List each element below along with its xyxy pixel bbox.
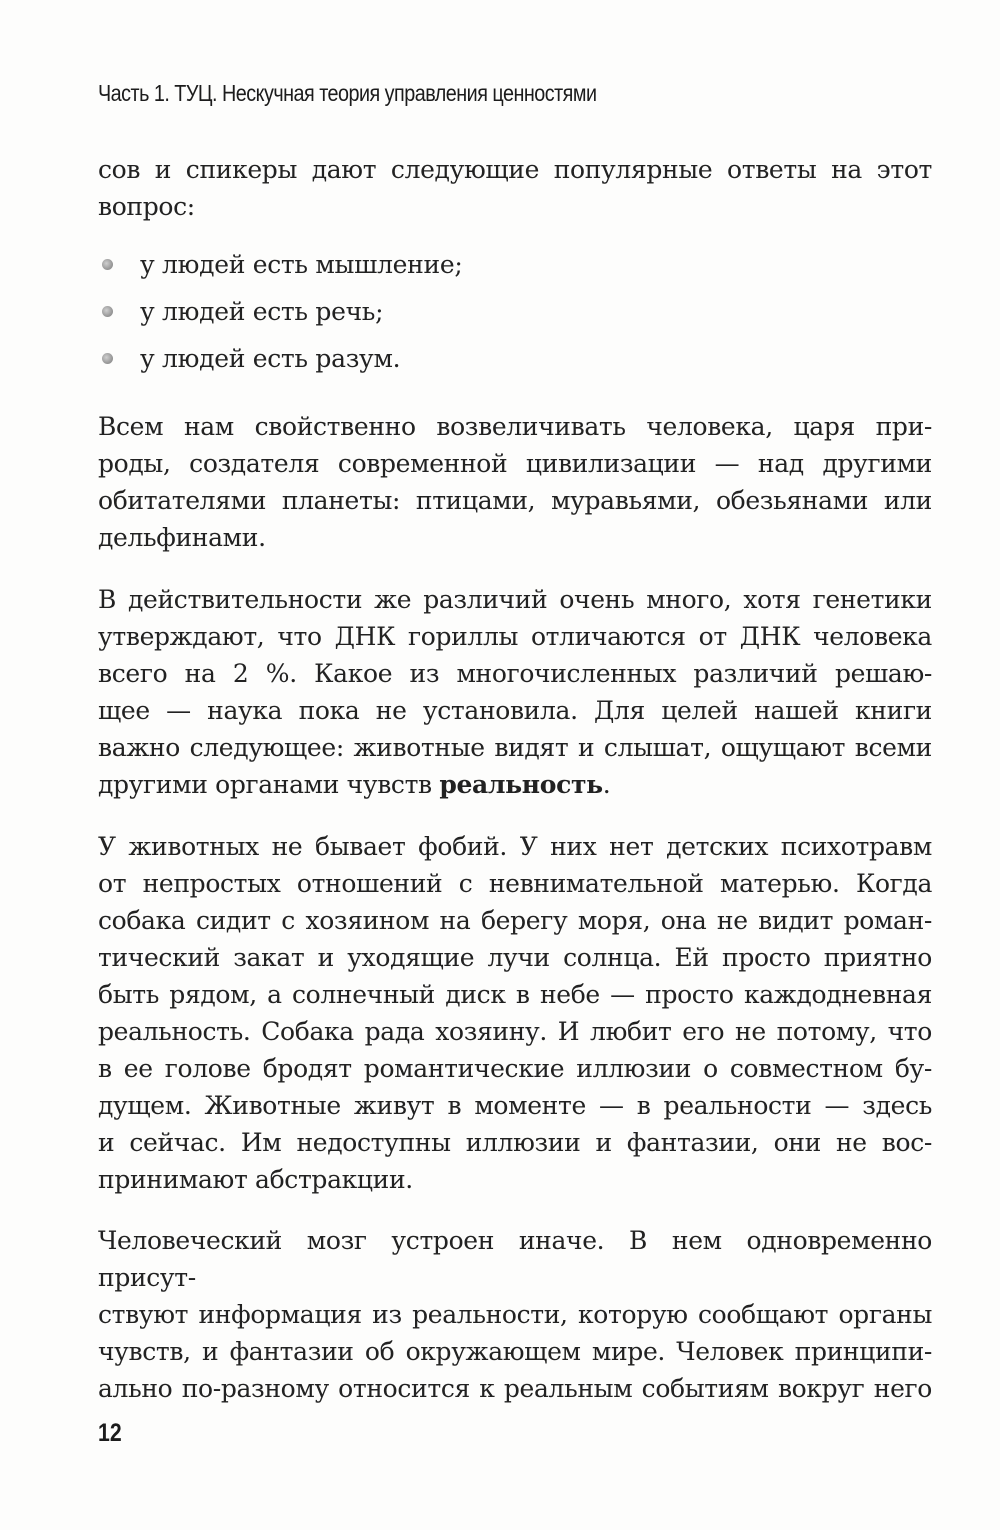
intro-line: вопрос: xyxy=(98,192,195,221)
paragraph-line: ально по-разному относится к реальным событиям вокруг него xyxy=(98,1374,932,1403)
paragraph-line: важно следующее: животные видят и слышат, ощущают всеми xyxy=(98,733,932,762)
bullet-item xyxy=(98,288,932,335)
paragraph-line: В действительности же различий очень много, хотя генетики xyxy=(98,585,932,614)
paragraph-3 xyxy=(98,828,932,1198)
paragraph-line: обитателями планеты: птицами, муравьями, обезьянами или xyxy=(98,486,932,515)
paragraph-line: в ее голове бродят романтические иллюзии о совместном бу- xyxy=(98,1054,932,1083)
paragraph-line: дущем. Животные живут в моменте — в реальности — здесь xyxy=(98,1091,932,1120)
bullet-item xyxy=(98,241,932,288)
paragraph-line: чувств, и фантазии об окружающем мире. Человек принципи- xyxy=(98,1337,932,1366)
bullet-item xyxy=(98,335,932,382)
paragraph-text: другими органами чувств xyxy=(98,770,440,799)
page-number: 12 xyxy=(98,1419,122,1447)
paragraph-1 xyxy=(98,408,932,556)
paragraph-line: У животных не бывает фобий. У них нет детских психотравм xyxy=(98,832,932,861)
paragraph-line xyxy=(98,766,932,803)
intro-line: сов и спикеры дают следующие популярные ответы на этот xyxy=(98,155,932,184)
paragraph-line: от непростых отношений с невнимательной матерью. Когда xyxy=(98,869,932,898)
paragraph-line: утверждают, что ДНК гориллы отличаются от ДНК человека xyxy=(98,622,932,651)
intro-paragraph xyxy=(98,151,932,225)
bullet-dot-icon xyxy=(102,306,113,317)
paragraph-line: Человеческий мозг устроен иначе. В нем одновременно присут- xyxy=(98,1226,932,1292)
paragraph-line: дельфинами. xyxy=(98,523,266,552)
bullet-list xyxy=(98,241,932,382)
paragraph-line: собака сидит с хозяином на берегу моря, она не видит роман- xyxy=(98,906,932,935)
paragraph-line: принимают абстракции. xyxy=(98,1165,413,1194)
paragraph-4 xyxy=(98,1222,932,1407)
paragraph-2 xyxy=(98,581,932,803)
bullet-dot-icon xyxy=(102,353,113,364)
paragraph-line: реальность. Собака рада хозяину. И любит его не потому, что xyxy=(98,1017,932,1046)
paragraph-line: ствуют информация из реальности, которую сообщают органы xyxy=(98,1300,932,1329)
running-head: Часть 1. ТУЦ. Нескучная теория управления ценностями xyxy=(98,80,597,106)
paragraph-line: Всем нам свойственно возвеличивать человека, царя при- xyxy=(98,412,932,441)
paragraph-text: . xyxy=(602,770,611,799)
emphasis-reality: реальность xyxy=(439,770,603,799)
bullet-text: у людей есть мышление; xyxy=(140,250,463,279)
bullet-text: у людей есть речь; xyxy=(140,297,384,326)
bullet-text: у людей есть разум. xyxy=(140,344,401,373)
paragraph-line: тический закат и уходящие лучи солнца. Ей просто приятно xyxy=(98,943,932,972)
paragraph-line: всего на 2 %. Какое из многочисленных различий решаю- xyxy=(98,659,932,688)
bullet-dot-icon xyxy=(102,259,113,270)
paragraph-line: щее — наука пока не установила. Для целей нашей книги xyxy=(98,696,932,725)
paragraph-line: и сейчас. Им недоступны иллюзии и фантазии, они не вос- xyxy=(98,1128,932,1157)
paragraph-line: роды, создателя современной цивилизации — над другими xyxy=(98,449,932,478)
paragraph-line: быть рядом, а солнечный диск в небе — просто каждодневная xyxy=(98,980,932,1009)
